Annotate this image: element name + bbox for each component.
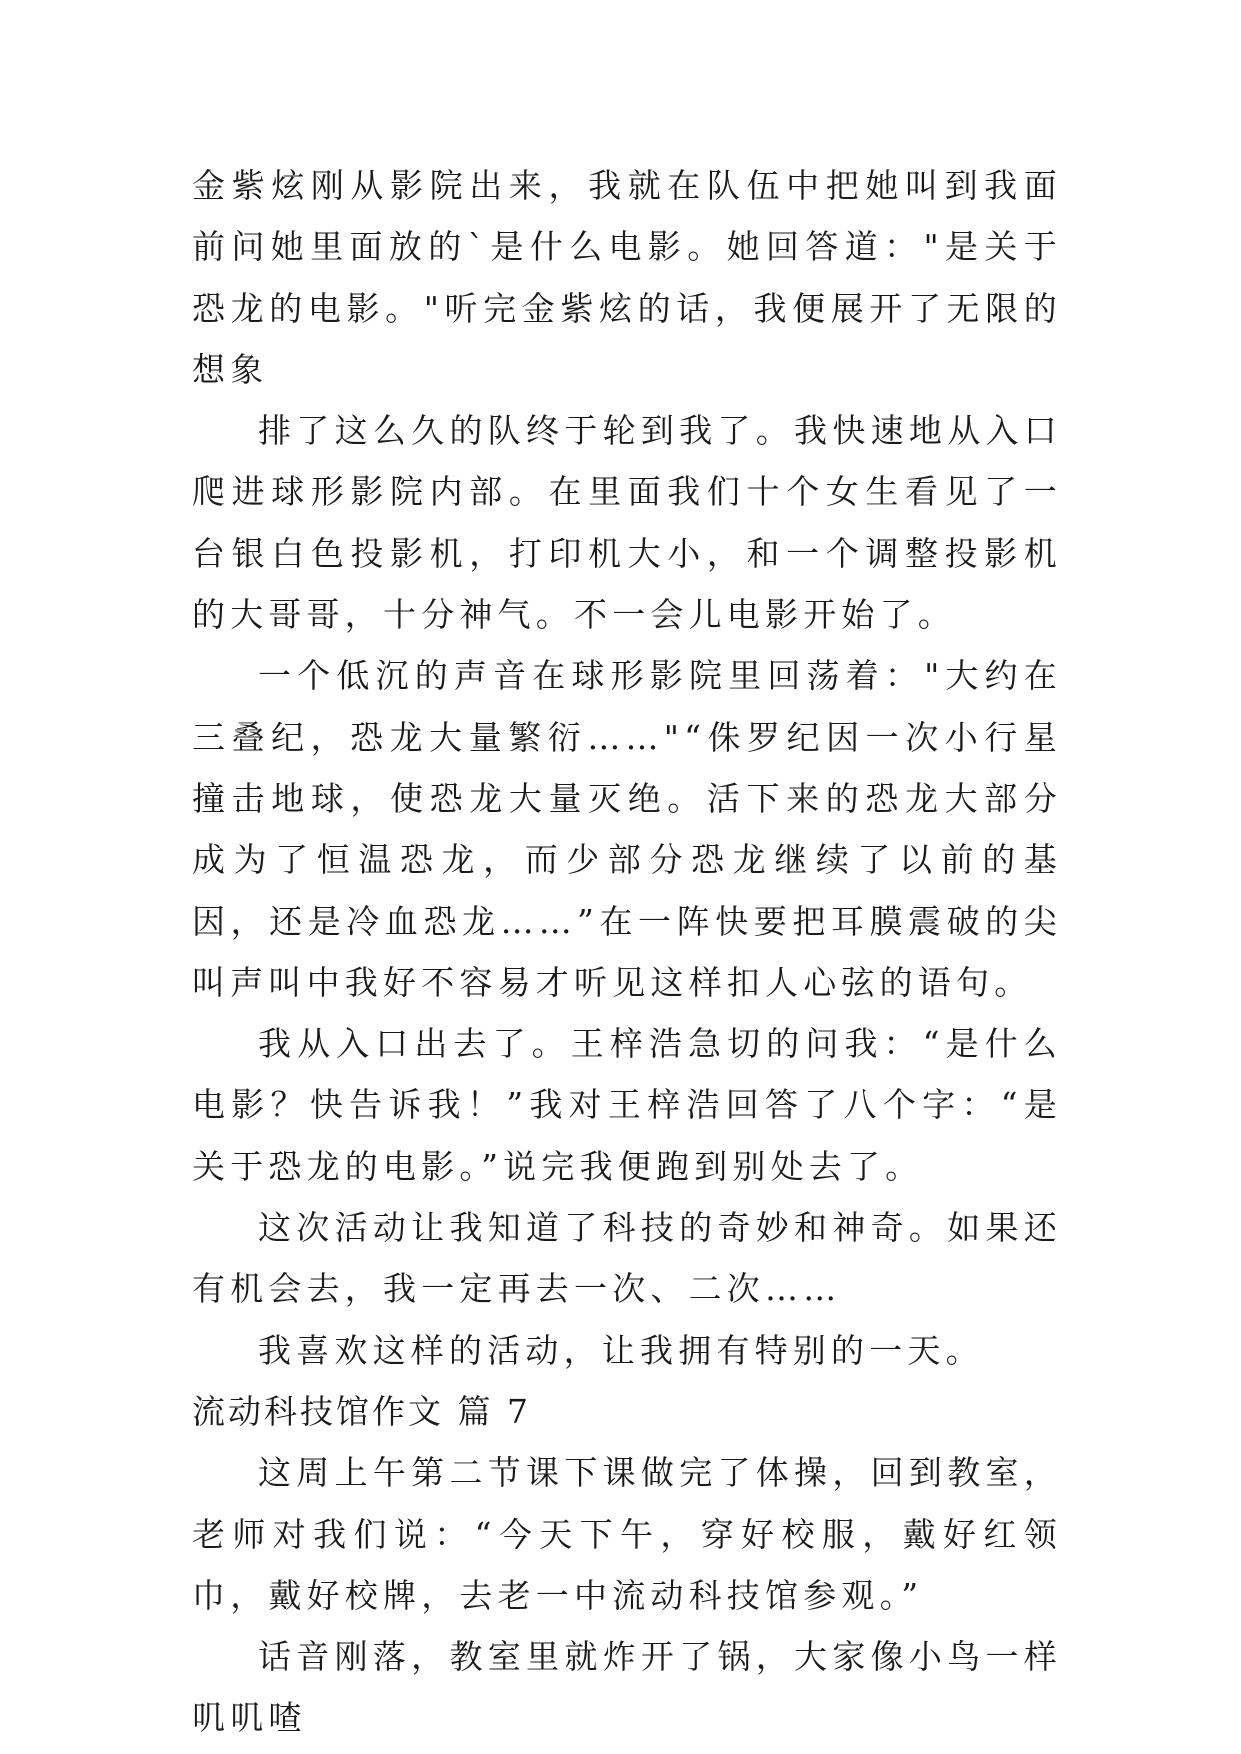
document-body bbox=[192, 155, 1062, 1749]
paragraph-3: 一个低沉的声音在球形影院里回荡着："大约在三叠纪，恐龙大量繁衍……"“侏罗纪因一次小行星撞击地球，使恐龙大量灭绝。活下来的恐龙大部分成为了恒温恐龙，而少部分恐龙继续了以前的基因，还是冷血恐龙……”在一阵快要把耳膜震破的尖叫声叫中我好不容易才听见这样扣人心弦的语句。 bbox=[192, 656, 1062, 1002]
paragraph-7: 这周上午第二节课下课做完了体操，回到教室，老师对我们说：“今天下午，穿好校服，戴好红领巾，戴好校牌，去老一中流动科技馆参观。” bbox=[192, 1453, 1062, 1615]
paragraph-6: 我喜欢这样的活动，让我拥有特别的一天。 bbox=[258, 1330, 984, 1370]
paragraph-2: 排了这么久的队终于轮到我了。我快速地从入口爬进球形影院内部。在里面我们十个女生看见了一台银白色投影机，打印机大小，和一个调整投影机的大哥哥，十分神气。不一会儿电影开始了。 bbox=[192, 411, 1062, 635]
paragraph-8: 话音刚落，教室里就炸开了锅，大家像小鸟一样叽叽喳 bbox=[192, 1637, 1062, 1738]
paragraph-4: 我从入口出去了。王梓浩急切的问我：“是什么电影？快告诉我！”我对王梓浩回答了八个字：“是关于恐龙的电影。”说完我便跑到别处去了。 bbox=[192, 1024, 1062, 1186]
paragraph-5: 这次活动让我知道了科技的奇妙和神奇。如果还有机会去，我一定再去一次、二次…… bbox=[192, 1208, 1062, 1309]
section-heading: 流动科技馆作文 篇 7 bbox=[192, 1391, 531, 1431]
paragraph-1: 金紫炫刚从影院出来，我就在队伍中把她叫到我面前问她里面放的`是什么电影。她回答道："是关于恐龙的电影。"听完金紫炫的话，我便展开了无限的想象 bbox=[192, 166, 1062, 389]
